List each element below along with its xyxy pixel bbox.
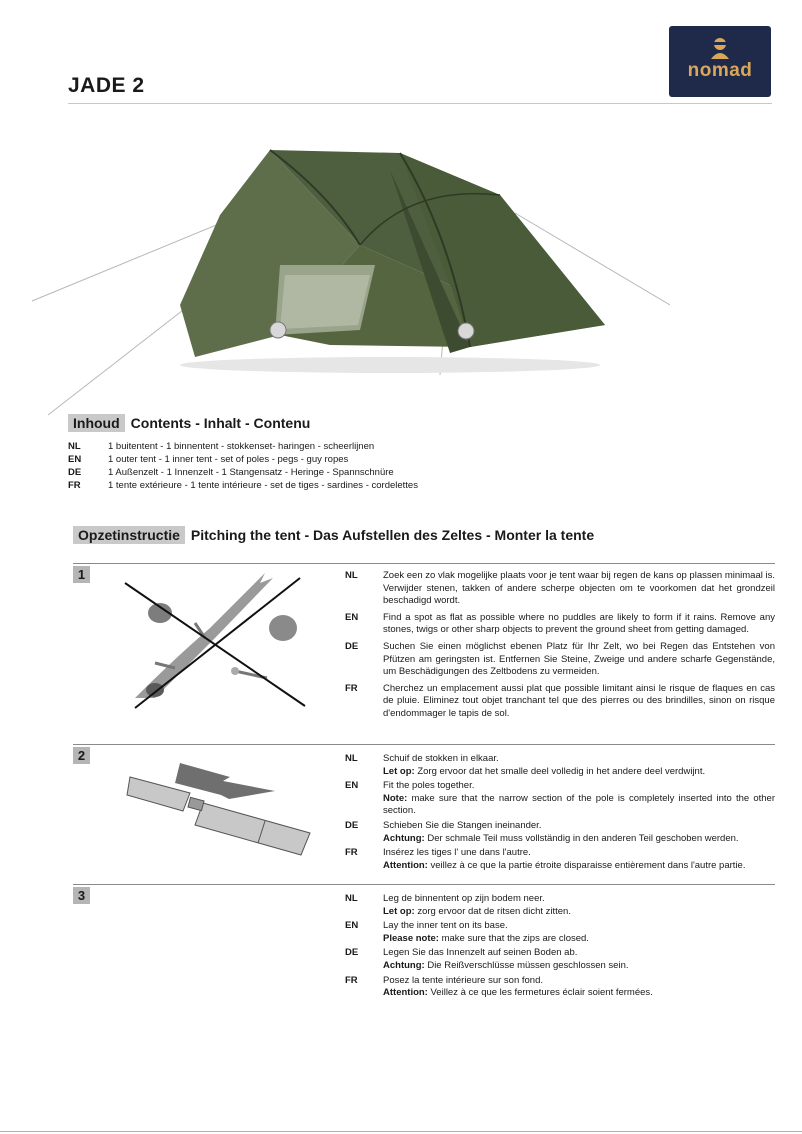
lang-code: NL [345, 570, 358, 581]
lang-block [345, 612, 775, 637]
pitching-tag: Opzetinstructie [73, 526, 185, 544]
lang-code: FR [345, 974, 358, 986]
lang-block [345, 641, 775, 679]
step-divider [73, 563, 775, 564]
lang-code: FR [345, 682, 358, 694]
lang-block [345, 753, 775, 778]
contents-text: 1 tente extérieure - 1 tente intérieure - set de tiges - sardines - cordelettes [108, 480, 418, 491]
note-label: Attention: [383, 987, 428, 999]
note-label: Achtung: [383, 959, 425, 971]
contents-heading [68, 414, 310, 432]
note-text: zorg ervoor dat de ritsen dicht zitten. [417, 905, 571, 917]
lang-code: DE [345, 947, 359, 959]
instruction-text: Lay the inner tent on its base. [383, 920, 508, 932]
note-text: Veillez à ce que les fermetures éclair soient fermées. [430, 987, 653, 999]
note-text: make sure that the zips are closed. [441, 932, 589, 944]
lang-code: EN [68, 454, 82, 465]
contents-text: 1 buitentent - 1 binnentent - stokkenset- haringen - scheerlijnen [108, 441, 375, 452]
instruction-text: Zoek een zo vlak mogelijke plaats voor je tent waar bij regen de kans op plassen minimaal is. Verwijder stenen, takken of andere scherpe objecten om te voorkomen dat het grondzeil beschadigd wordt. [383, 570, 775, 607]
lang-block [345, 893, 775, 918]
lang-code: EN [345, 780, 359, 792]
lang-block [345, 683, 775, 721]
step-divider [73, 744, 775, 745]
lang-block [345, 975, 775, 1000]
lang-code: DE [345, 819, 359, 831]
pole-assembly-illustration [125, 755, 325, 865]
pitching-title: Pitching the tent - Das Aufstellen des Zeltes - Monter la tente [190, 527, 595, 543]
lang-block [345, 920, 775, 945]
step-number: 3 [73, 887, 90, 904]
page-title: JADE 2 [68, 74, 145, 97]
header-divider [68, 103, 772, 104]
contents-list [68, 440, 418, 492]
instruction-text: Schieben Sie die Stangen ineinander. [383, 819, 542, 831]
note-label: Let op: [383, 905, 415, 917]
lang-block [345, 780, 775, 818]
contents-row [68, 440, 418, 453]
brand-name: nomad [687, 60, 753, 81]
footer-divider [0, 1131, 802, 1132]
lang-code: EN [345, 611, 359, 623]
note-label: Achtung: [383, 832, 425, 844]
instruction-text: Insérez les tiges l' une dans l'autre. [383, 847, 531, 859]
instruction-text: Legen Sie das Innenzelt auf seinen Boden ab. [383, 947, 578, 959]
instruction-text: Suchen Sie einen möglichst ebenen Platz für Ihr Zelt, wo bei Regen das Entstehen von Pfützen am geringsten ist. Entfernen Sie Steine, Zweige und andere scharfe Gegenstände, um Beschädigungen des Zeltbodens zu vermeiden. [383, 640, 775, 678]
note-text: Die Reißverschlüsse müssen geschlossen sein. [427, 959, 629, 971]
note-text: veillez à ce que la partie étroite disparaisse entièrement dans l'autre partie. [430, 859, 746, 871]
instruction-text: Schuif de stokken in elkaar. [383, 753, 499, 764]
contents-row [68, 453, 418, 466]
step-1-text [345, 570, 775, 725]
instruction-text: Leg de binnentent op zijn bodem neer. [383, 893, 545, 904]
note-text: make sure that the narrow section of the pole is completely inserted into the other section. [383, 792, 776, 817]
brand-logo [669, 26, 771, 97]
lang-code: NL [68, 441, 81, 452]
step-number: 2 [73, 747, 90, 764]
lang-code: FR [68, 480, 81, 491]
step-number: 1 [73, 566, 90, 583]
contents-row [68, 466, 418, 479]
note-text: Der schmale Teil muss vollständig in den anderen Teil geschoben werden. [427, 832, 739, 844]
lang-code: NL [345, 893, 358, 904]
contents-tag: Inhoud [68, 414, 125, 432]
note-label: Please note: [383, 932, 439, 944]
instruction-text: Fit the poles together. [383, 780, 475, 792]
instruction-text: Find a spot as flat as possible where no puddles are likely to form if it rains. Remove any stones, twigs or other sharp objects to prevent the ground sheet from getting damaged. [383, 611, 775, 636]
contents-row [68, 479, 418, 492]
lang-block [345, 570, 775, 608]
explorer-icon [707, 35, 733, 61]
note-label: Let op: [383, 765, 415, 777]
contents-text: 1 outer tent - 1 inner tent - set of poles - pegs - guy ropes [108, 454, 349, 465]
contents-text: 1 Außenzelt - 1 Innenzelt - 1 Stangensatz - Heringe - Spannschnüre [108, 467, 394, 478]
step-divider [73, 884, 775, 885]
step-3-text [345, 893, 775, 1002]
pitching-heading [73, 526, 594, 544]
lang-block [345, 820, 775, 845]
lang-code: DE [68, 467, 82, 478]
tent-illustration [30, 125, 670, 420]
ground-clearing-illustration [115, 568, 315, 718]
note-label: Note: [383, 792, 408, 804]
contents-title: Contents - Inhalt - Contenu [130, 415, 311, 431]
instruction-text: Cherchez un emplacement aussi plat que possible limitant ainsi le risque de flaques en cas de pluie. Eliminez tout objet tranchant tel que des pierres ou des brindilles, sinon on risque d'endommager le tapis de sol. [383, 682, 775, 719]
lang-code: NL [345, 753, 358, 764]
lang-block [345, 947, 775, 972]
note-label: Attention: [383, 859, 428, 871]
step-2-text [345, 753, 775, 874]
lang-code: FR [345, 847, 358, 859]
lang-block [345, 847, 775, 872]
note-text: Zorg ervoor dat het smalle deel volledig in het andere deel verdwijnt. [417, 765, 706, 777]
lang-code: DE [345, 640, 359, 652]
lang-code: EN [345, 920, 359, 932]
instruction-text: Posez la tente intérieure sur son fond. [383, 974, 544, 986]
